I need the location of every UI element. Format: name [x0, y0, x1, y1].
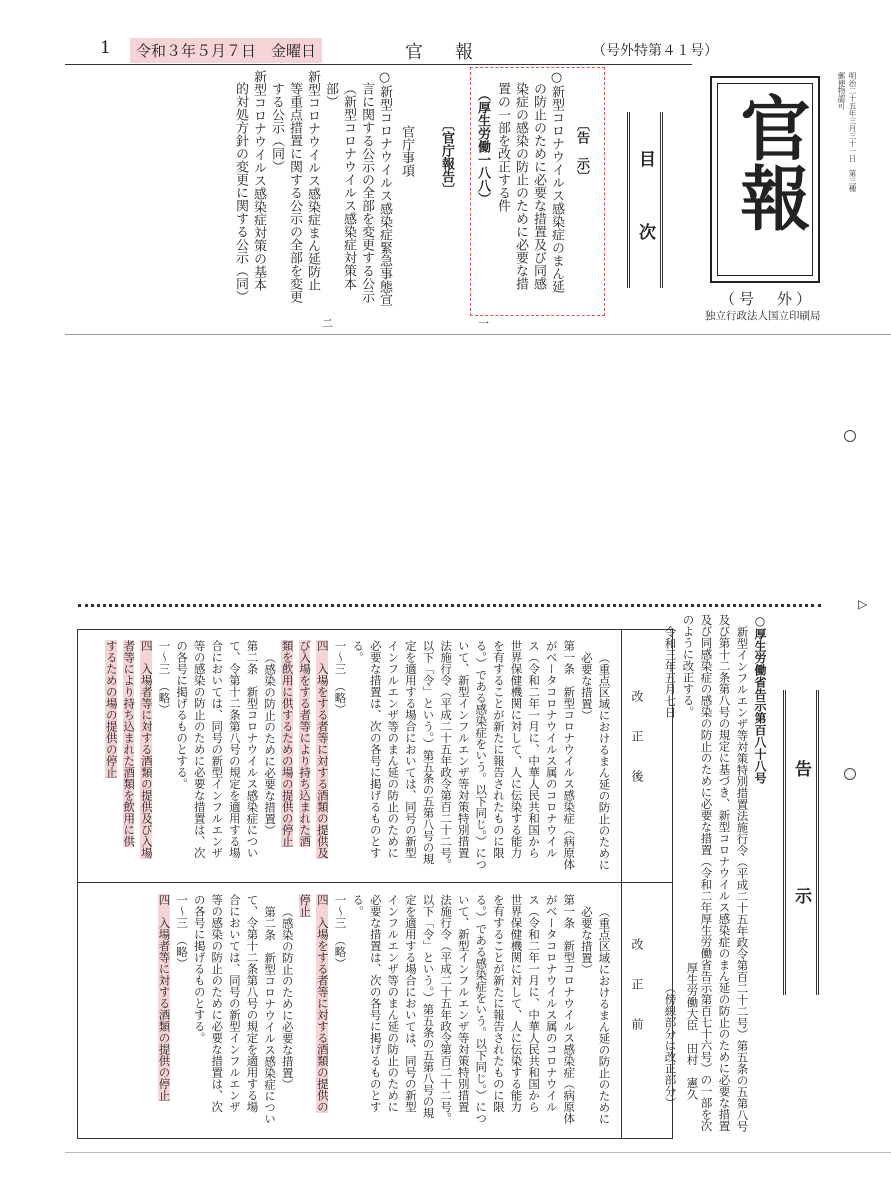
toc-agency-line[interactable]: ○新型コロナウイルス感染症緊急事態宣 [377, 70, 392, 306]
comparison-line: て、令第十二条第八号の規定を適用する場 [245, 894, 260, 1113]
header-rule [65, 64, 692, 65]
comparison-line: 定を適用する場合においては、同号の新型 [403, 894, 418, 1113]
comparison-line: いて、新型インフルエンザ等対策特別措置 [456, 640, 471, 859]
comparison-line: 世界保健機関に対して、人に伝染する能力 [509, 640, 524, 859]
toc-notice-heading: 〔告 示〕 [574, 118, 589, 183]
comparison-line: び入場をする者等により持ち込まれた酒 [298, 640, 313, 847]
header-title: 官報 [405, 42, 505, 63]
notice-signatory: 厚生労働大臣 田村 憲久 [685, 962, 700, 1100]
toc-agency-heading: 〔官庁報告〕 [439, 118, 454, 196]
comparison-line: インフルエンザ等のまん延の防止のために [386, 640, 401, 859]
notice-date: 令和三年五月七日 [663, 626, 678, 718]
issue-number: （号外特第４１号） [592, 43, 718, 59]
comparison-line: る。）である感染症をいう。以下同じ。）につ [474, 640, 489, 870]
page-header [0, 0, 891, 70]
comparison-line: （重点区域におけるまん延の防止のために [597, 652, 612, 871]
issue-date: 令和３年５月７日 金曜日 [130, 38, 322, 63]
comparison-line: 四 入場者等に対する酒類の提供の停止 [157, 894, 172, 1101]
comparison-line: 一～三 （略） [157, 640, 172, 715]
comparison-line: するための場の提供の停止 [104, 640, 119, 778]
comparison-line: 四 入場をする者等に対する酒類の提供及 [315, 640, 330, 859]
comparison-line: がベータコロナウイルス属のコロナウイル [544, 640, 559, 859]
comparison-line: 四 入場をする者等に対する酒類の提供の [315, 894, 330, 1113]
comparison-line: て、令第十二条第八号の規定を適用する場 [227, 640, 242, 859]
toc-notice-page: 一 [478, 317, 489, 330]
comparison-line: 合においては、同号の新型インフルエンザ [210, 640, 225, 859]
comparison-line: 者等により持ち込まれた酒類を飲用に供 [122, 640, 137, 847]
toc-agency-page: 二 [322, 317, 333, 330]
toc-notice-line[interactable]: 置の一部を改正する件 [495, 82, 510, 212]
comparison-line: 必要な措置は、次の各号に掲げるものとす [368, 640, 383, 859]
toc-agency-line[interactable]: 的対処方針の変更に関する公示（同） [233, 82, 248, 303]
comparison-line: 法施行令（平成二十五年政令第百二十二号。 [439, 640, 454, 870]
toc-agency-subheading: 官庁事項 [399, 125, 414, 177]
postal-permit-note: 明治二十五年三月三十一日 第三種郵便物認可 [837, 72, 857, 192]
comparison-line: 第二条 新型コロナウイルス感染症につい [263, 906, 278, 1125]
toc-agency-line[interactable]: 等重点措置に関する公示の全部を変更 [287, 82, 302, 303]
comparison-line: の各号に掲げるものとする。 [175, 640, 190, 790]
comparison-line: る。 [351, 894, 366, 917]
comparison-line: （感染の防止のために必要な措置） [263, 652, 278, 836]
toc-heading: 目次 [635, 150, 655, 296]
comparison-line: ス（令和二年一月に、中華人民共和国から [527, 894, 542, 1113]
comparison-line: の各号に掲げるものとする。 [192, 894, 207, 1044]
toc-agency-line[interactable]: する公示（同） [269, 82, 284, 173]
notice-body-line: 及び同感染症の感染の防止のために必要な措置（令和二年厚生労働省告示第百七十六号）の一部を次 [699, 614, 714, 1132]
comparison-column-rule [621, 629, 622, 882]
masthead-publisher: 独立行政法人国立印刷局 [705, 310, 821, 322]
comparison-before-heading: 改正前 [630, 938, 644, 1058]
comparison-line: 類を飲用に供するための場の提供の停止 [280, 640, 295, 847]
comparison-line: インフルエンザ等のまん延の防止のために [386, 894, 401, 1113]
notice-number: ○厚生労働省告示第百八十八号 [753, 614, 767, 784]
comparison-line: 四 入場者等に対する酒類の提供及び入場 [139, 640, 154, 859]
comparison-line: ス（令和二年一月に、中華人民共和国から [527, 640, 542, 859]
binding-hole-icon [844, 430, 856, 442]
comparison-line: を有することが新たに報告されたものに限 [491, 640, 506, 859]
comparison-line: 第一条 新型コロナウイルス感染症（病原体 [562, 894, 577, 1124]
comparison-line: 第二条 新型コロナウイルス感染症につい [245, 640, 260, 859]
toc-notice-line[interactable]: の防止のために必要な措置及び同感 [531, 82, 546, 290]
comparison-line: を有することが新たに報告されたものに限 [491, 894, 506, 1113]
toc-notice-line[interactable]: ○新型コロナウイルス感染症のまん延 [549, 70, 564, 293]
comparison-line: 等の感染の防止のために必要な措置は、次 [192, 640, 207, 859]
masthead-logo [710, 76, 820, 283]
toc-agency-line[interactable]: 部） [323, 82, 338, 108]
comparison-line: 法施行令（平成二十五年政令第百二十二号。 [439, 894, 454, 1124]
comparison-line: 必要な措置は、次の各号に掲げるものとす [368, 894, 383, 1113]
toc-notice-ref: （厚生労働一八八） [475, 88, 490, 205]
comparison-line: いて、新型インフルエンザ等対策特別措置 [456, 894, 471, 1113]
notice-body-line: のように改正する。 [681, 614, 696, 718]
comparison-line: 必要な措置） [579, 906, 594, 975]
footer-rule [65, 1152, 891, 1153]
comparison-line: 定を適用する場合においては、同号の新型 [403, 640, 418, 859]
notice-body-line: 及び第十二条第八号の規定に基づき、新型コロナウイルス感染症のまん延の防止のために必要な措置 [717, 614, 732, 1132]
toc-agency-line[interactable]: 新型コロナウイルス感染症対策の基本 [251, 70, 266, 291]
comparison-after-heading: 改正後 [630, 690, 644, 810]
arrow-marker-icon: ▷ [858, 597, 868, 611]
comparison-line: 一～三 （略） [333, 894, 348, 969]
comparison-line: 等の感染の防止のために必要な措置は、次 [210, 894, 225, 1113]
comparison-table-divider [77, 882, 673, 883]
notice-label: 告示 [791, 760, 811, 1014]
notice-body-line: 新型インフルエンザ等対策特別措置法施行令（平成二十五年政令第百二十二号）第五条の五第八号 [735, 626, 750, 1132]
comparison-line: 合においては、同号の新型インフルエンザ [227, 894, 242, 1113]
comparison-line: る。 [351, 640, 366, 663]
section-separator [78, 604, 821, 611]
toc-agency-line[interactable]: （新型コロナウイルス感染症対策本 [341, 82, 356, 290]
comparison-line: 以下「令」という。）第五条の五第八号の規 [421, 640, 436, 865]
comparison-line: （重点区域におけるまん延の防止のために [597, 906, 612, 1125]
toc-agency-line[interactable]: 新型コロナウイルス感染症まん延防止 [305, 70, 320, 291]
toc-notice-line[interactable]: 染症の感染の防止のために必要な措 [513, 82, 528, 290]
toc-bottom-rule [65, 334, 891, 335]
comparison-line: 第一条 新型コロナウイルス感染症（病原体 [562, 640, 577, 870]
binding-hole-icon [844, 768, 856, 780]
comparison-line: がベータコロナウイルス属のコロナウイル [544, 894, 559, 1113]
masthead-title: 官報 [729, 92, 812, 232]
notice-underline-note: （傍線部分は改正部分） [663, 982, 678, 1109]
masthead-edition: （号 外） [720, 290, 816, 308]
comparison-line: 以下「令」という。）第五条の五第八号の規 [421, 894, 436, 1119]
comparison-line: 一～三 （略） [333, 640, 348, 715]
page-number: 1 [100, 38, 111, 58]
comparison-line: 必要な措置） [579, 652, 594, 721]
comparison-line: 停止 [298, 894, 313, 917]
comparison-line: 一～三 （略） [175, 894, 190, 969]
toc-agency-line[interactable]: 言に関する公示の全部を変更する公示 [359, 82, 374, 303]
comparison-line: る。）である感染症をいう。以下同じ。）につ [474, 894, 489, 1124]
comparison-line: 世界保健機関に対して、人に伝染する能力 [509, 894, 524, 1113]
comparison-column-rule [621, 882, 622, 1139]
masthead-inner-frame [717, 83, 813, 276]
comparison-line: （感染の防止のために必要な措置） [280, 906, 295, 1090]
